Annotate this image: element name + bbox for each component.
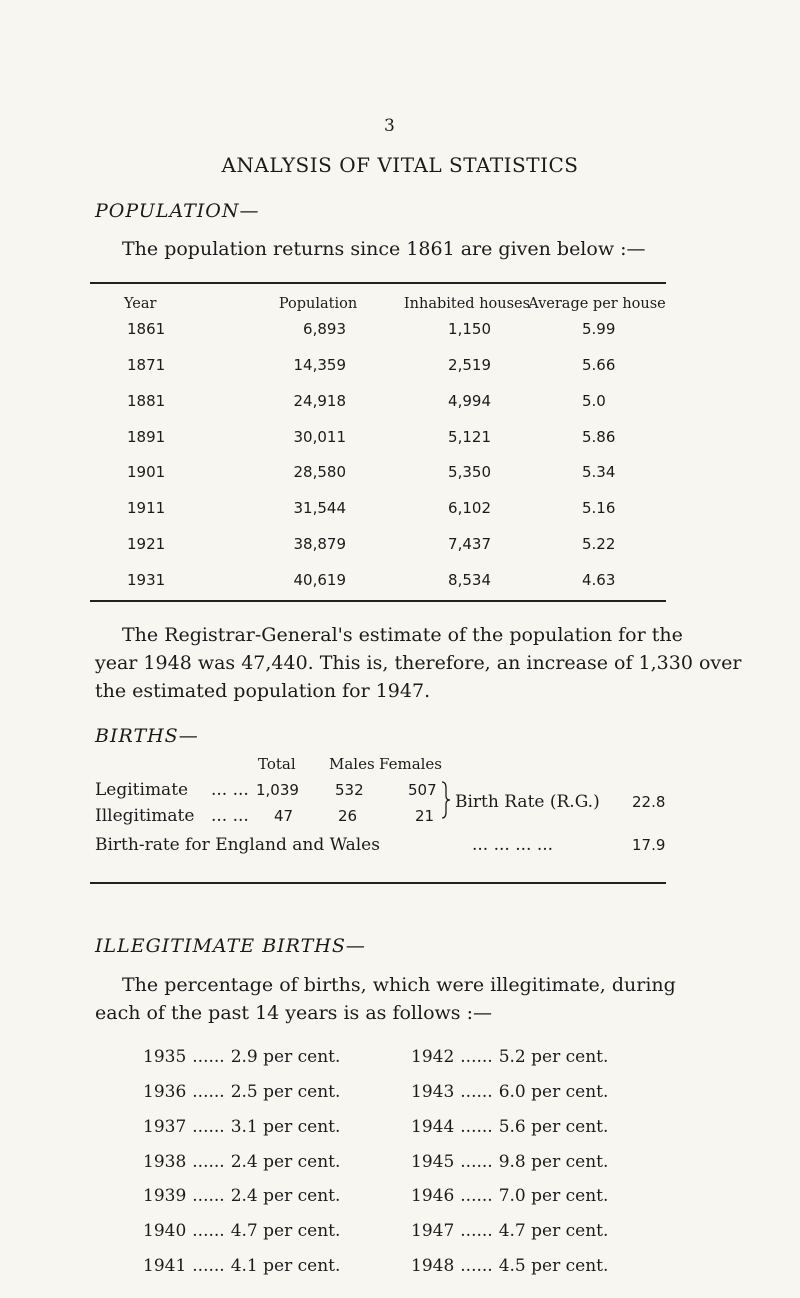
list-item-year: 1947 (411, 1221, 455, 1241)
list-item (411, 1256, 608, 1276)
table-row (0, 392, 800, 416)
table-row (0, 463, 800, 487)
list-item-leader: ...... (192, 1082, 225, 1102)
cell-year: 1891 (127, 428, 166, 446)
list-item (143, 1117, 340, 1137)
list-item-value: 4.7 per cent. (230, 1221, 341, 1241)
births-col-total: Total (258, 755, 296, 773)
table-row (0, 571, 800, 595)
cell-population: 38,879 (293, 535, 346, 553)
list-item (411, 1047, 608, 1067)
legit-label: Legitimate (95, 780, 189, 800)
list-item-year: 1941 (143, 1256, 187, 1276)
ew-birth-rate-value: 17.9 (632, 836, 666, 854)
births-heading: BIRTHS— (95, 725, 199, 747)
list-item (411, 1152, 608, 1172)
list-item (411, 1117, 608, 1137)
list-item-leader: ...... (192, 1221, 225, 1241)
table-bottom-rule (90, 600, 666, 602)
list-item-value: 2.5 per cent. (230, 1082, 341, 1102)
cell-population: 6,893 (303, 320, 346, 338)
estimate-line-3: the estimated population for 1947. (95, 680, 431, 702)
cell-year: 1901 (127, 463, 166, 481)
list-item (143, 1047, 340, 1067)
list-item-year: 1946 (411, 1186, 455, 1206)
list-item-value: 2.9 per cent. (230, 1047, 341, 1067)
cell-year: 1911 (127, 499, 166, 517)
list-item-year: 1943 (411, 1082, 455, 1102)
table-row (0, 320, 800, 344)
estimate-line-1: The Registrar-General's estimate of the population for the (122, 624, 683, 646)
table-row (0, 499, 800, 523)
list-item-value: 3.1 per cent. (230, 1117, 341, 1137)
cell-year: 1931 (127, 571, 166, 589)
list-item-value: 2.4 per cent. (230, 1152, 341, 1172)
list-item-year: 1936 (143, 1082, 187, 1102)
illegit-label: Illegitimate (95, 806, 195, 826)
cell-houses: 4,994 (448, 392, 491, 410)
cell-houses: 6,102 (448, 499, 491, 517)
cell-average: 5.99 (582, 320, 616, 338)
list-item-value: 4.5 per cent. (498, 1256, 609, 1276)
legit-males: 532 (335, 781, 364, 799)
cell-houses: 5,350 (448, 463, 491, 481)
list-item-year: 1944 (411, 1117, 455, 1137)
estimate-line-2: year 1948 was 47,440. This is, therefore, an increase of 1,330 over (95, 652, 742, 674)
cell-year: 1881 (127, 392, 166, 410)
page-number: 3 (384, 116, 395, 136)
births-rule (90, 882, 666, 884)
list-item-value: 2.4 per cent. (230, 1186, 341, 1206)
list-item-value: 5.2 per cent. (498, 1047, 609, 1067)
list-item (143, 1221, 340, 1241)
cell-houses: 5,121 (448, 428, 491, 446)
table-row (0, 535, 800, 559)
list-item-year: 1939 (143, 1186, 187, 1206)
cell-houses: 1,150 (448, 320, 491, 338)
list-item-value: 4.7 per cent. (498, 1221, 609, 1241)
cell-year: 1861 (127, 320, 166, 338)
list-item-leader: ...... (460, 1256, 493, 1276)
list-item-year: 1938 (143, 1152, 187, 1172)
population-intro: The population returns since 1861 are given below :— (122, 238, 646, 260)
birth-rate-value: 22.8 (632, 793, 666, 811)
births-col-males: Males (329, 755, 375, 773)
cell-year: 1871 (127, 356, 166, 374)
list-item-leader: ...... (460, 1082, 493, 1102)
list-item-year: 1948 (411, 1256, 455, 1276)
list-item-leader: ...... (460, 1221, 493, 1241)
cell-average: 5.86 (582, 428, 616, 446)
cell-average: 4.63 (582, 571, 616, 589)
list-item-leader: ...... (192, 1117, 225, 1137)
list-item-value: 9.8 per cent. (498, 1152, 609, 1172)
births-col-females: Females (379, 755, 443, 773)
cell-average: 5.66 (582, 356, 616, 374)
list-item (411, 1082, 608, 1102)
cell-houses: 8,534 (448, 571, 491, 589)
cell-average: 5.16 (582, 499, 616, 517)
population-heading: POPULATION— (95, 200, 260, 222)
illegit-males: 26 (338, 807, 358, 825)
col-header-population: Population (278, 296, 358, 312)
col-header-average: Average per house (528, 296, 666, 312)
legit-females: 507 (408, 781, 437, 799)
cell-year: 1921 (127, 535, 166, 553)
cell-houses: 7,437 (448, 535, 491, 553)
list-item-value: 7.0 per cent. (498, 1186, 609, 1206)
list-item-value: 5.6 per cent. (498, 1117, 609, 1137)
list-item-leader: ...... (192, 1047, 225, 1067)
col-header-year: Year (124, 296, 157, 312)
cell-population: 28,580 (293, 463, 346, 481)
ew-birth-rate-dots: ... ... ... ... (472, 835, 554, 855)
list-item-year: 1945 (411, 1152, 455, 1172)
ew-birth-rate-label: Birth-rate for England and Wales (95, 835, 380, 855)
list-item (143, 1152, 340, 1172)
table-row (0, 356, 800, 380)
list-item (411, 1221, 608, 1241)
cell-average: 5.0 (582, 392, 606, 410)
list-item-year: 1935 (143, 1047, 187, 1067)
brace-icon (441, 780, 451, 825)
table-top-rule (90, 282, 666, 284)
list-item (143, 1256, 340, 1276)
list-item-value: 4.1 per cent. (230, 1256, 341, 1276)
list-item-year: 1937 (143, 1117, 187, 1137)
birth-rate-label: Birth Rate (R.G.) (455, 792, 600, 812)
list-item (143, 1082, 340, 1102)
list-item-year: 1940 (143, 1221, 187, 1241)
list-item-leader: ...... (460, 1152, 493, 1172)
cell-average: 5.22 (582, 535, 616, 553)
cell-average: 5.34 (582, 463, 616, 481)
cell-population: 14,359 (293, 356, 346, 374)
list-item-leader: ...... (460, 1186, 493, 1206)
illegit-total: 47 (274, 807, 294, 825)
list-item (411, 1186, 608, 1206)
cell-population: 31,544 (293, 499, 346, 517)
cell-population: 40,619 (293, 571, 346, 589)
illegitimate-intro-1: The percentage of births, which were illegitimate, during (122, 974, 676, 996)
list-item-leader: ...... (192, 1186, 225, 1206)
list-item-leader: ...... (460, 1047, 493, 1067)
illegit-dots: ... ... (211, 806, 249, 826)
list-item-leader: ...... (192, 1152, 225, 1172)
illegitimate-intro-2: each of the past 14 years is as follows :— (95, 1002, 492, 1024)
legit-total: 1,039 (256, 781, 299, 799)
right-brace-icon (441, 780, 451, 820)
list-item-value: 6.0 per cent. (498, 1082, 609, 1102)
cell-population: 30,011 (293, 428, 346, 446)
illegit-females: 21 (415, 807, 435, 825)
col-header-houses: Inhabited houses (403, 296, 531, 312)
list-item-leader: ...... (460, 1117, 493, 1137)
illegitimate-heading: ILLEGITIMATE BIRTHS— (95, 935, 366, 957)
legit-dots: ... ... (211, 780, 249, 800)
cell-population: 24,918 (293, 392, 346, 410)
cell-houses: 2,519 (448, 356, 491, 374)
page-title: ANALYSIS OF VITAL STATISTICS (221, 153, 579, 177)
list-item (143, 1186, 340, 1206)
list-item-leader: ...... (192, 1256, 225, 1276)
list-item-year: 1942 (411, 1047, 455, 1067)
table-row (0, 428, 800, 452)
